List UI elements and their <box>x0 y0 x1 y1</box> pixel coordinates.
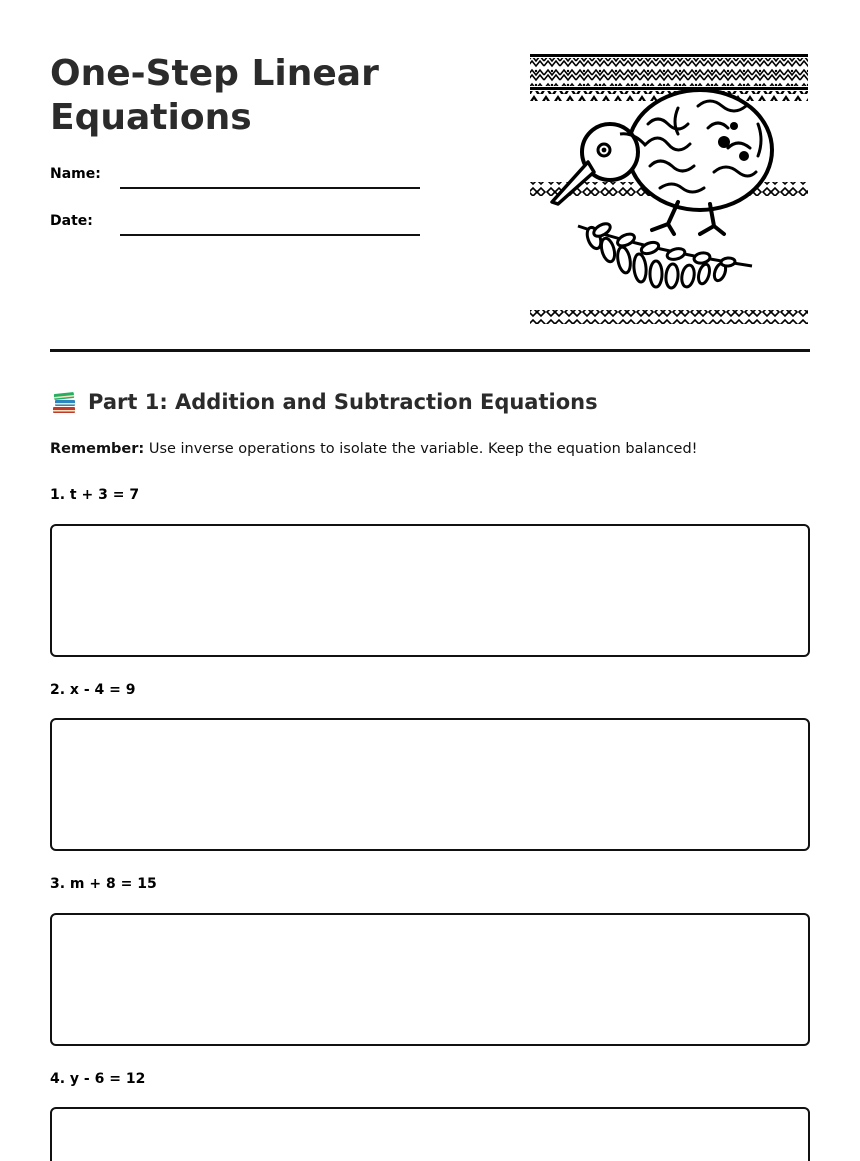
answer-box[interactable] <box>50 718 810 851</box>
remember-label: Remember: <box>50 441 145 457</box>
answer-box[interactable] <box>50 524 810 657</box>
name-label: Name: <box>50 166 101 182</box>
question-label: 2. x - 4 = 9 <box>50 682 136 698</box>
answer-box[interactable] <box>50 1107 810 1161</box>
question-label: 4. y - 6 = 12 <box>50 1071 146 1087</box>
books-icon <box>50 388 78 416</box>
question-label: 3. m + 8 = 15 <box>50 876 157 892</box>
name-field[interactable] <box>120 187 420 189</box>
kiwi-illustration <box>528 54 810 328</box>
section-heading <box>50 388 598 416</box>
section-title: Part 1: Addition and Subtraction Equations <box>88 390 598 414</box>
remember-note <box>50 441 810 457</box>
header-divider <box>50 349 810 352</box>
date-field[interactable] <box>120 234 420 236</box>
page-title: One-Step Linear Equations <box>50 53 379 138</box>
date-label: Date: <box>50 213 93 229</box>
question-label: 1. t + 3 = 7 <box>50 487 140 503</box>
answer-box[interactable] <box>50 913 810 1046</box>
remember-text: Use inverse operations to isolate the variable. Keep the equation balanced! <box>144 441 698 457</box>
